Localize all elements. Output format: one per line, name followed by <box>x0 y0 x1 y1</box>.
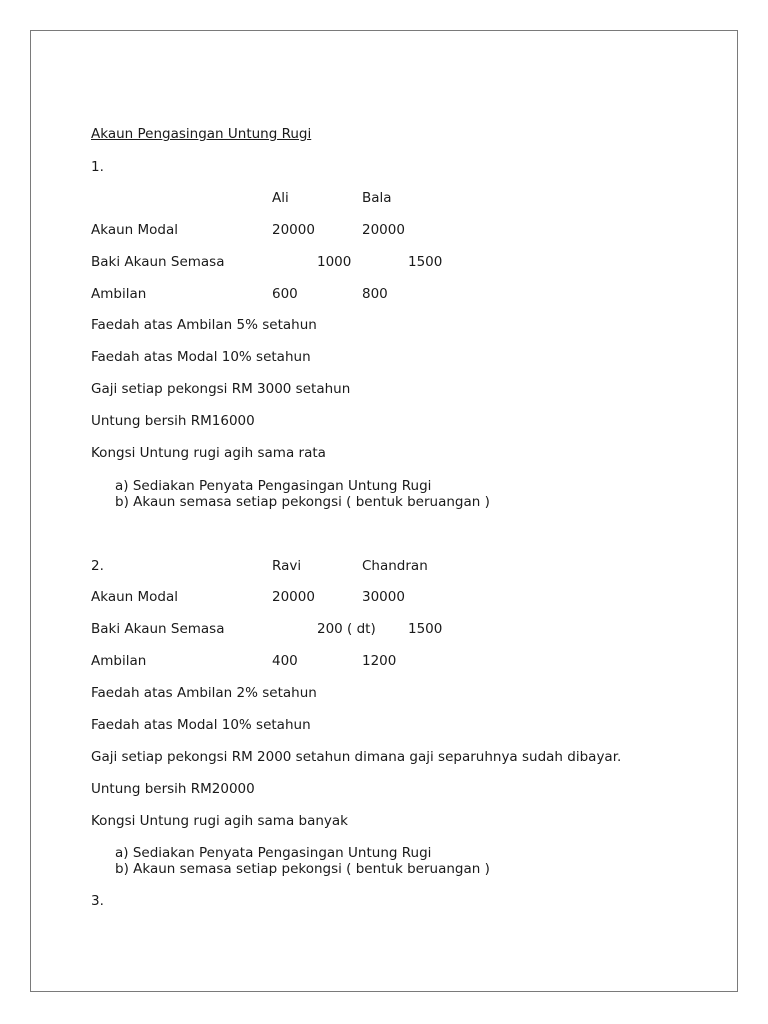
question-line: Kongsi Untung rugi agih sama rata <box>91 445 326 461</box>
question-2-number: 2. <box>91 558 104 574</box>
row-value-b: 20000 <box>362 222 405 238</box>
row-value-b: 1500 <box>408 254 443 270</box>
question-line: Faedah atas Modal 10% setahun <box>91 349 311 365</box>
row-label: Baki Akaun Semasa <box>91 254 225 270</box>
question-line: Faedah atas Ambilan 2% setahun <box>91 685 317 701</box>
question-line: Faedah atas Modal 10% setahun <box>91 717 311 733</box>
row-value-a: 400 <box>272 653 298 669</box>
row-value-b: 800 <box>362 286 388 302</box>
partner-b-name: Chandran <box>362 558 428 574</box>
row-label: Ambilan <box>91 286 147 302</box>
row-value-b: 1200 <box>362 653 397 669</box>
task-item: b) Akaun semasa setiap pekongsi ( bentuk beruangan ) <box>115 494 490 510</box>
row-value-a: 20000 <box>272 589 315 605</box>
partner-a-name: Ali <box>272 190 289 206</box>
document-page <box>30 30 738 992</box>
task-item: b) Akaun semasa setiap pekongsi ( bentuk beruangan ) <box>115 861 490 877</box>
row-value-a: 1000 <box>317 254 352 270</box>
question-line: Faedah atas Ambilan 5% setahun <box>91 317 317 333</box>
row-value-a: 600 <box>272 286 298 302</box>
row-value-a: 20000 <box>272 222 315 238</box>
row-value-a: 200 ( dt) <box>317 621 376 637</box>
row-label: Akaun Modal <box>91 222 178 238</box>
question-line: Untung bersih RM16000 <box>91 413 255 429</box>
row-value-b: 30000 <box>362 589 405 605</box>
question-line: Gaji setiap pekongsi RM 2000 setahun dimana gaji separuhnya sudah dibayar. <box>91 749 622 765</box>
question-line: Gaji setiap pekongsi RM 3000 setahun <box>91 381 351 397</box>
task-item: a) Sediakan Penyata Pengasingan Untung Rugi <box>115 478 432 494</box>
row-label: Baki Akaun Semasa <box>91 621 225 637</box>
partner-b-name: Bala <box>362 190 392 206</box>
partner-a-name: Ravi <box>272 558 302 574</box>
task-item: a) Sediakan Penyata Pengasingan Untung Rugi <box>115 845 432 861</box>
row-label: Akaun Modal <box>91 589 178 605</box>
row-label: Ambilan <box>91 653 147 669</box>
document-title: Akaun Pengasingan Untung Rugi <box>91 126 312 142</box>
row-value-b: 1500 <box>408 621 443 637</box>
question-3-number: 3. <box>91 893 104 909</box>
question-line: Untung bersih RM20000 <box>91 781 255 797</box>
question-1-number: 1. <box>91 159 104 175</box>
question-line: Kongsi Untung rugi agih sama banyak <box>91 813 349 829</box>
